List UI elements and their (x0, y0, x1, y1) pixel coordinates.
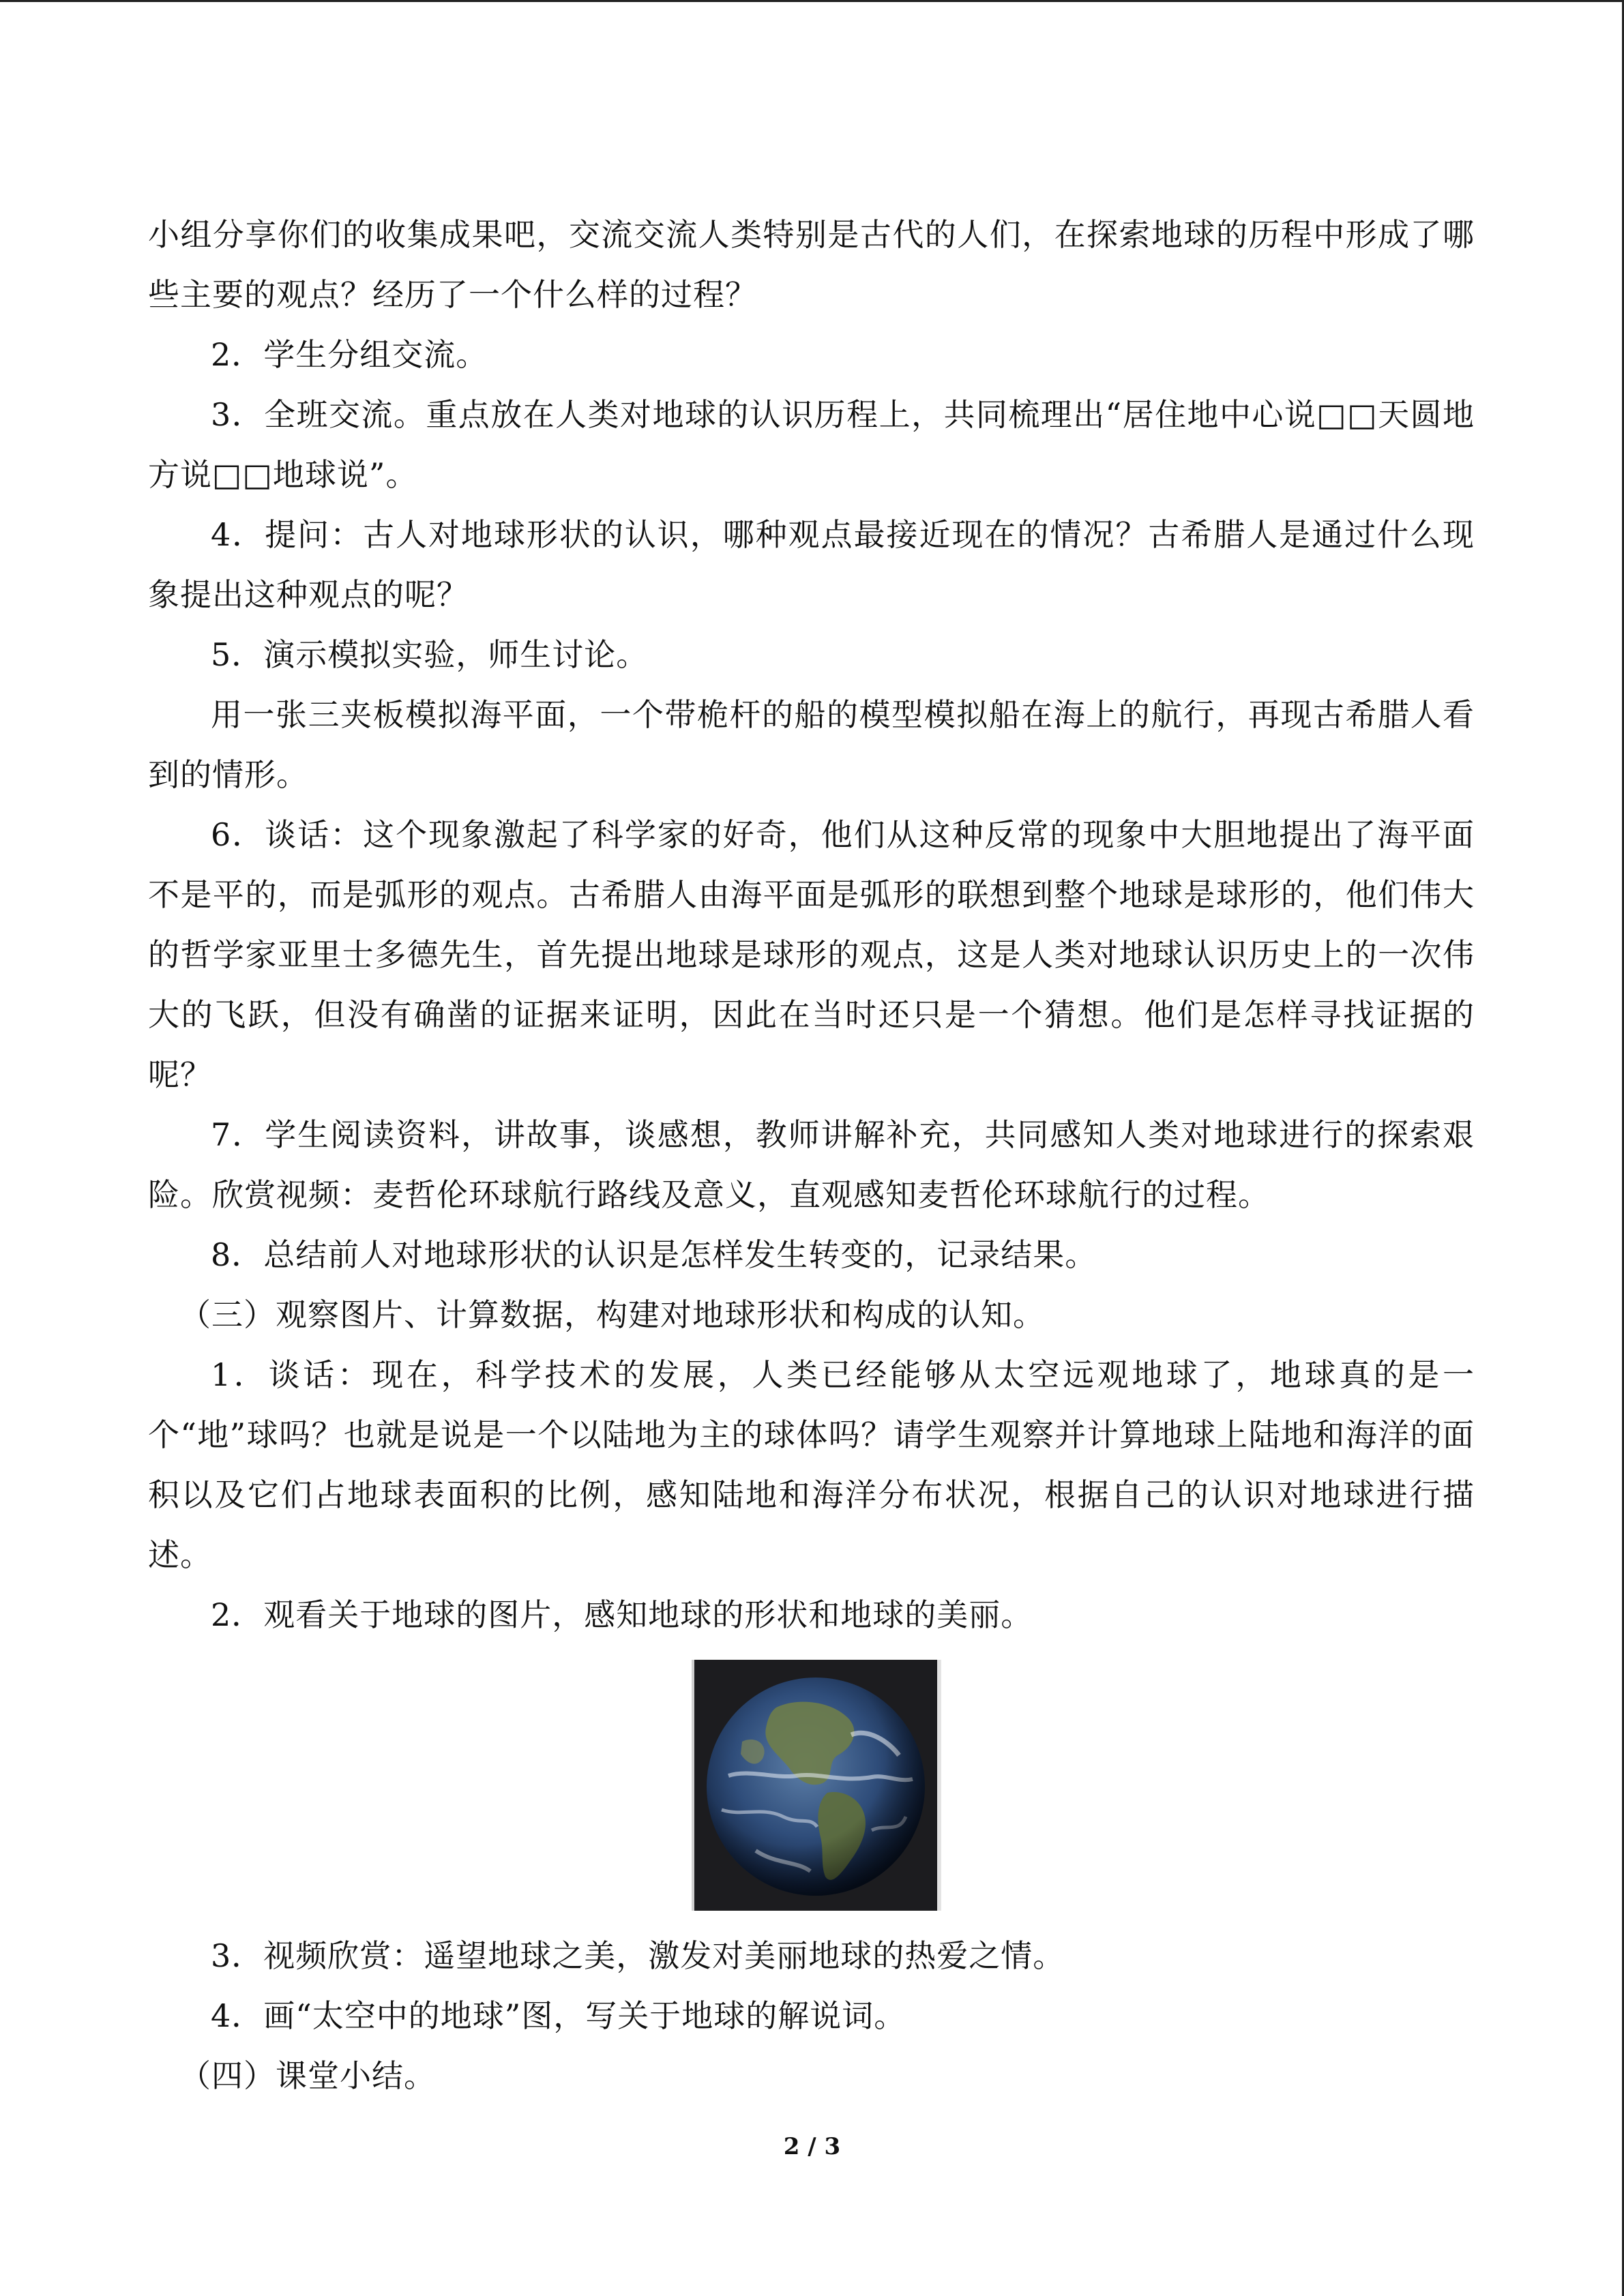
paragraph-section3-step-3: 3．视频欣赏：遥望地球之美，激发对美丽地球的热爱之情。 (211, 1937, 1065, 1974)
section-heading-three: （三）观察图片、计算数据，构建对地球形状和构成的认知。 (179, 1296, 1045, 1333)
page-border-top (0, 0, 1624, 2)
paragraph-section3-step-1: 1．谈话：现在，科学技术的发展，人类已经能够从太空远观地球了，地球真的是一个“地”球吗？也就是说是一个以陆地为主的球体吗？请学生观察并计算地球上陆地和海洋的面积以及它们占地球表面积的比例，感知陆地和海洋分布状况，根据自己的认识对地球进行描述。 (148, 1356, 1475, 1573)
paragraph-step-6: 6．谈话：这个现象激起了科学家的好奇，他们从这种反常的现象中大胆地提出了海平面不是平的，而是弧形的观点。古希腊人由海平面是弧形的联想到整个地球是球形的，他们伟大的哲学家亚里士多德先生，首先提出地球是球形的观点，这是人类对地球认识历史上的一次伟大的飞跃，但没有确凿的证据来证明，因此在当时还只是一个猜想。他们是怎样寻找证据的呢？ (148, 816, 1475, 1093)
paragraph-step-8: 8．总结前人对地球形状的认识是怎样发生转变的，记录结果。 (211, 1236, 1097, 1273)
paragraph-step-4: 4．提问：古人对地球形状的认识，哪种观点最接近现在的情况？古希腊人是通过什么现象提出这种观点的呢？ (148, 516, 1475, 613)
document-body (148, 205, 1475, 2106)
paragraph-intro: 小组分享你们的收集成果吧，交流交流人类特别是古代的人们，在探索地球的历程中形成了哪些主要的观点？经历了一个什么样的过程？ (148, 216, 1475, 313)
paragraph-step-2: 2．学生分组交流。 (211, 336, 488, 373)
paragraph-section3-step-2: 2．观看关于地球的图片，感知地球的形状和地球的美丽。 (211, 1596, 1033, 1633)
paragraph-section3-step-4: 4．画“太空中的地球”图，写关于地球的解说词。 (211, 1997, 906, 2034)
page-number: 2 / 3 (783, 2133, 841, 2160)
earth-globe-image (694, 1660, 937, 1911)
paragraph-step-3: 3．全班交流。重点放在人类对地球的认识历程上，共同梳理出“居住地中心说□□天圆地方说□□地球说”。 (148, 396, 1475, 493)
earth-photo (692, 1660, 941, 1911)
paragraph-step-7: 7．学生阅读资料，讲故事，谈感想，教师讲解补充，共同感知人类对地球进行的探索艰险。欣赏视频：麦哲伦环球航行路线及意义，直观感知麦哲伦环球航行的过程。 (148, 1116, 1475, 1213)
paragraph-step-5-detail: 用一张三夹板模拟海平面，一个带桅杆的船的模型模拟船在海上的航行，再现古希腊人看到的情形。 (148, 696, 1475, 793)
paragraph-step-5: 5．演示模拟实验，师生讨论。 (211, 636, 649, 673)
section-heading-four: （四）课堂小结。 (179, 2057, 436, 2094)
